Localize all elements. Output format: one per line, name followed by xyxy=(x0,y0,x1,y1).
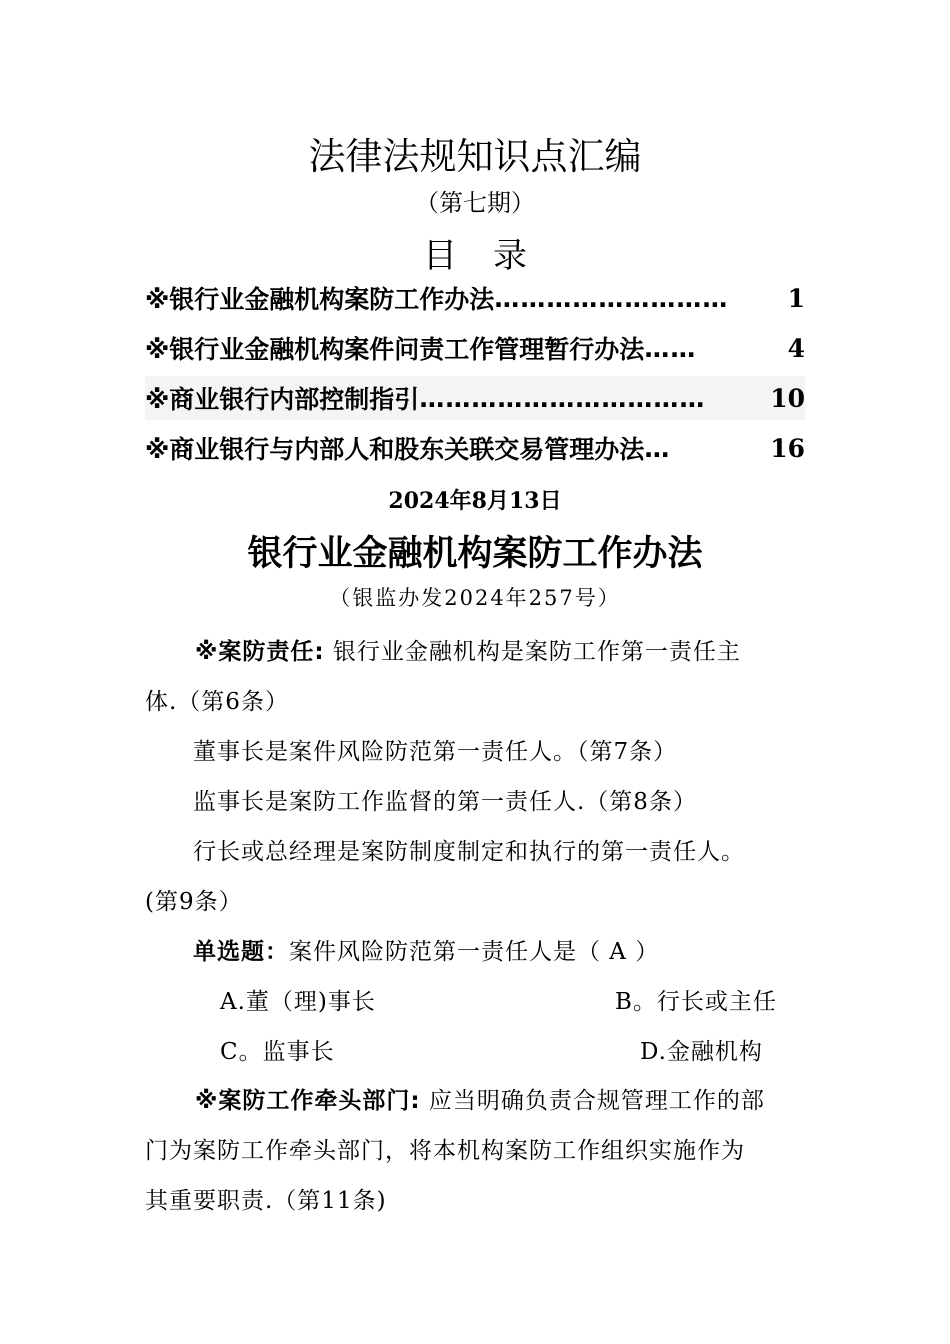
paragraph-line: 门为案防工作牵头部门，将本机构案防工作组织实施作为 xyxy=(145,1138,745,1164)
issue-number: （第七期） xyxy=(415,189,535,217)
paragraph-president: 行长或总经理是案防制度制定和执行的第一责任人。 xyxy=(193,839,745,865)
document-title: 银行业金融机构案防工作办法 xyxy=(247,534,703,574)
toc-page-number: 1 xyxy=(787,283,805,313)
paragraph-label: ※案防责任: xyxy=(195,639,325,665)
toc-page-number: 4 xyxy=(787,333,805,363)
document-reference: （银监办发2024年257号） xyxy=(329,586,621,610)
paragraph-lead-department xyxy=(195,1082,765,1115)
toc-entry-label: ※商业银行内部控制指引 xyxy=(145,385,420,414)
question-text: 案件风险防范第一责任人是（ A ） xyxy=(289,939,660,965)
toc-entry[interactable] xyxy=(145,326,805,370)
option-c: C。监事长 xyxy=(220,1039,335,1065)
toc-leader: …… xyxy=(644,333,697,363)
paragraph-text: 应当明确负责合规管理工作的部 xyxy=(428,1088,765,1114)
toc-entry-label: ※银行业金融机构案防工作办法 xyxy=(145,285,495,314)
toc-leader: … xyxy=(644,433,671,463)
toc-heading: 目录 xyxy=(423,236,563,276)
toc-page-number: 10 xyxy=(770,383,805,413)
paragraph-chairman: 董事长是案件风险防范第一责任人。（第7条） xyxy=(193,739,678,765)
question-label: 单选题： xyxy=(193,939,289,965)
paragraph-continuation: (第9条） xyxy=(145,889,243,915)
issue-date: 2024年8月13日 xyxy=(388,488,562,514)
toc-page-number: 16 xyxy=(770,433,805,463)
toc-leader: …………………………… xyxy=(419,383,706,413)
toc-entry[interactable] xyxy=(145,276,805,320)
question xyxy=(193,933,659,966)
page-title: 法律法规知识点汇编 xyxy=(308,135,642,178)
option-a: A.董（理)事长 xyxy=(220,989,376,1015)
toc-entry[interactable] xyxy=(145,426,805,470)
paragraph-text: 银行业金融机构是案防工作第一责任主 xyxy=(332,639,741,665)
paragraph-continuation: 体.（第6条） xyxy=(145,689,289,715)
paragraph-responsibility xyxy=(195,633,741,666)
paragraph-supervisor: 监事长是案防工作监督的第一责任人.（第8条） xyxy=(193,789,697,815)
option-b: B。行长或主任 xyxy=(615,989,777,1015)
toc-entry[interactable] xyxy=(145,376,805,420)
paragraph-label: ※案防工作牵头部门: xyxy=(195,1088,421,1114)
toc-entry-label: ※商业银行与内部人和股东关联交易管理办法 xyxy=(145,435,645,464)
toc-entry-label: ※银行业金融机构案件问责工作管理暂行办法 xyxy=(145,335,645,364)
option-d: D.金融机构 xyxy=(640,1039,763,1065)
toc-leader: ……………………… xyxy=(494,283,729,313)
paragraph-line: 其重要职责.（第11条) xyxy=(145,1188,387,1214)
